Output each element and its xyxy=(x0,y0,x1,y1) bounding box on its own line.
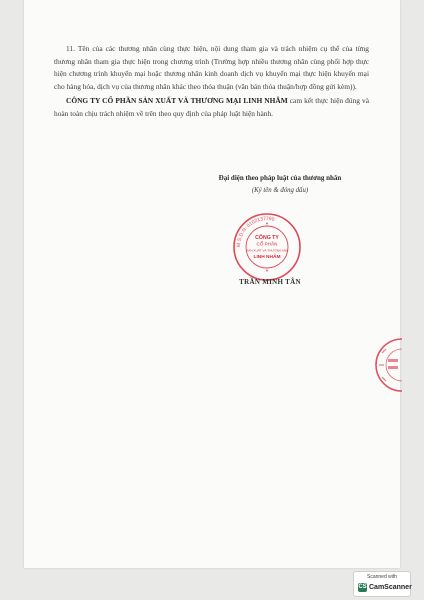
seal-line-1: CÔNG TY xyxy=(255,235,279,241)
partial-edge-seal xyxy=(362,335,402,395)
camscanner-badge xyxy=(353,571,411,597)
scanned-with-label: Scanned with xyxy=(366,574,398,580)
seal-ring-text: M.S.D.N: 0102137790 xyxy=(235,215,275,248)
company-name: CÔNG TY CỔ PHẦN SẢN XUẤT VÀ THƯƠNG MẠI LINH NHÂM xyxy=(66,96,288,106)
company-seal xyxy=(232,212,302,282)
document-body xyxy=(54,43,369,121)
seal-line-4: LINH NHÂM xyxy=(253,255,281,260)
camscanner-brand: CamScanner xyxy=(369,584,412,591)
seal-line-3: SẢN XUẤT VÀ THƯƠNG MẠI xyxy=(246,248,288,253)
camscanner-logo-icon: CS xyxy=(358,584,367,590)
item-11-paragraph: 11. Tên của các thương nhân cùng thực hiện, nội dung tham gia và trách nhiệm cụ thể của từng thương nhân tham gia thực hiện trong chương trình (Trường hợp nhiều thương nhân cùng phối hợp thực hiện chương trình khuyến mại hoặc thương nhân kinh doanh dịch vụ khuyến mại thực hiện khuyến mại cho hàng hóa, dịch vụ của thương nhân khác theo thỏa thuận (văn bản thỏa thuận/hợp đồng gửi kèm)). xyxy=(54,44,369,91)
commitment-paragraph xyxy=(54,95,369,120)
seal-line-2: CỔ PHẦN xyxy=(256,241,278,247)
sign-note: (Ký tên & đóng dấu) xyxy=(251,187,309,194)
signer-name: TRẦN MINH TÂN xyxy=(239,278,301,286)
commitment-text: cam kết thực hiện đúng và hoàn toàn chịu trách nhiệm về trên theo quy định của pháp luật hiện hành. xyxy=(54,96,369,118)
representative-title: Đại diện theo pháp luật của thương nhân xyxy=(218,174,342,182)
